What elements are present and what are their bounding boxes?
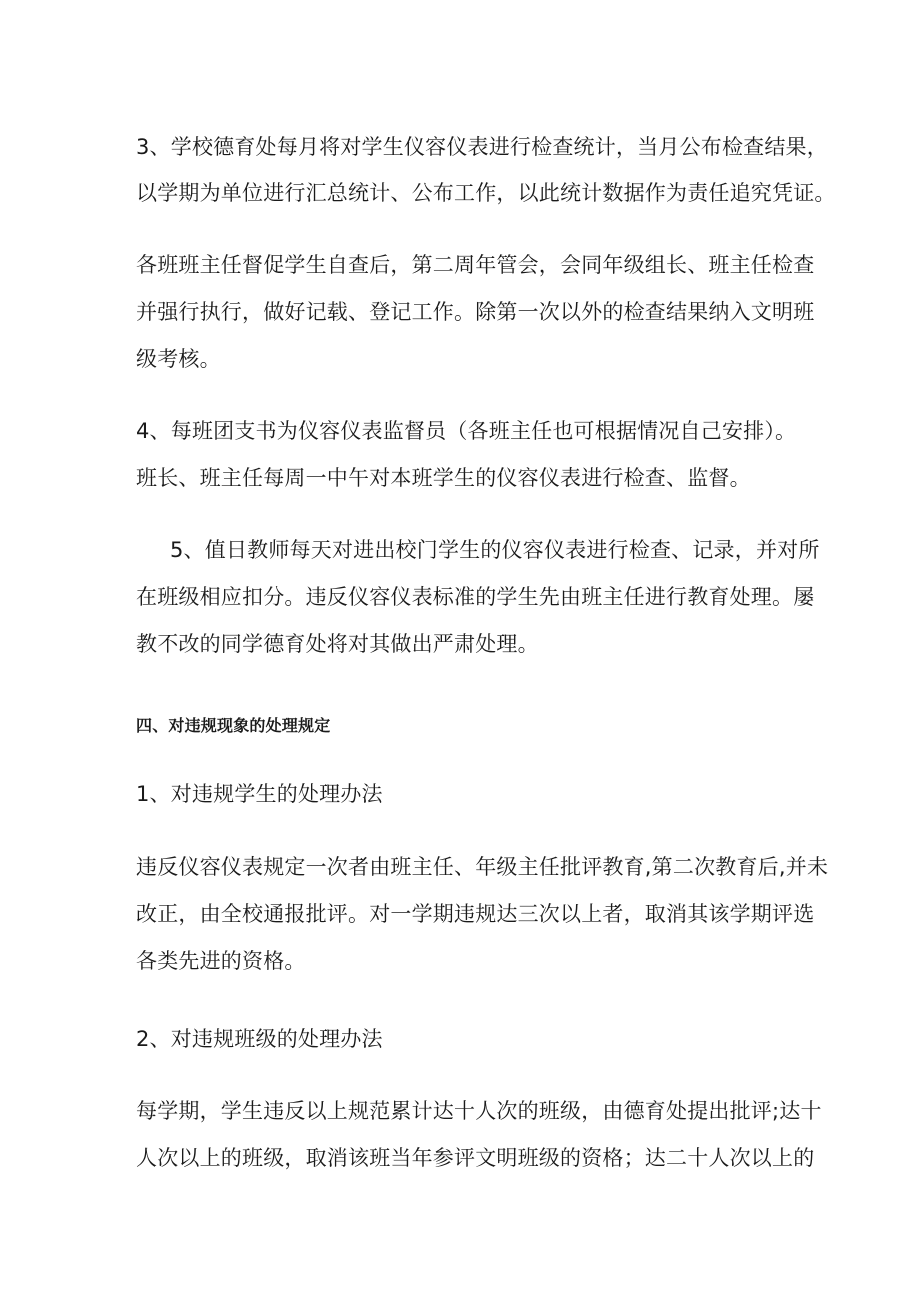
subsection-1-heading: 1、对违规学生的处理办法 [136,782,383,806]
para3-line2: 班长、班主任每周一中午对本班学生的仪容仪表进行检查、监督。 [136,466,751,490]
para1-line2: 以学期为单位进行汇总统计、公布工作，以此统计数据作为责任追究凭证。 [136,181,836,205]
para4-line1: 5、值日教师每天对进出校门学生的仪容仪表进行检查、记录，并对所 [170,538,820,562]
para4-line2: 在班级相应扣分。违反仪容仪表标准的学生先由班主任进行教育处理。屡 [136,585,815,609]
para2-line1: 各班班主任督促学生自查后，第二周年管会，会同年级组长、班主任检查 [136,253,815,277]
para2-line2: 并强行执行，做好记载、登记工作。除第一次以外的检查结果纳入文明班 [136,300,815,324]
para6-line1: 每学期，学生违反以上规范累计达十人次的班级，由德育处提出批评;达十 [136,1099,822,1123]
para5-line2: 改正，由全校通报批评。对一学期违规达三次以上者，取消其该学期评选 [136,902,815,926]
para5-line3: 各类先进的资格。 [136,949,306,973]
para2-line3: 级考核。 [136,347,221,371]
para6-line2: 人次以上的班级，取消该班当年参评文明班级的资格；达二十人次以上的 [136,1146,815,1170]
subsection-2-heading: 2、对违规班级的处理办法 [136,1027,383,1051]
para3-line1: 4、每班团支书为仪容仪表监督员（各班主任也可根据情况自己安排）。 [136,419,797,443]
para5-line1: 违反仪容仪表规定一次者由班主任、年级主任批评教育,第二次教育后,并未 [136,855,829,879]
section-4-heading: 四、对违规现象的处理规定 [136,716,331,735]
para4-line3: 教不改的同学德育处将对其做出严肃处理。 [136,632,539,656]
para1-line1: 3、学校德育处每月将对学生仪容仪表进行检查统计，当月公布检查结果， [136,135,828,159]
